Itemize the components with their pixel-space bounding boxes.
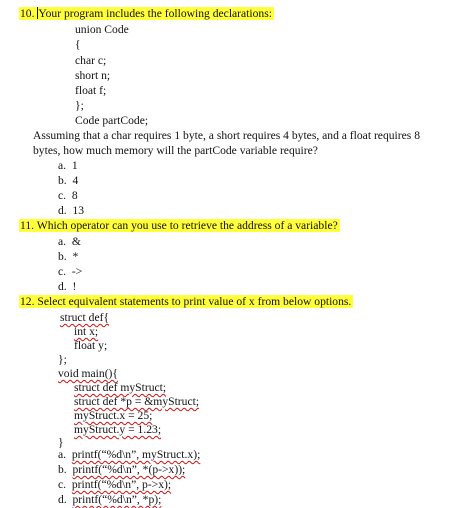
q12-code-line: } [58, 436, 64, 449]
option-text: 1 [71, 159, 78, 172]
option-letter: c. [58, 265, 67, 278]
option-text: & [71, 235, 81, 248]
q10-header [19, 6, 274, 21]
q12-option-b[interactable] [58, 462, 185, 477]
q12-option-d[interactable] [58, 492, 161, 507]
q11-option-d[interactable] [58, 279, 76, 294]
option-text: 8 [71, 189, 78, 202]
option-letter: d. [58, 493, 67, 506]
q12-code-line: struct def *p = &myStruct; [74, 395, 200, 408]
option-text: 4 [72, 174, 79, 187]
q10-code-line: short n; [75, 69, 111, 82]
option-letter: c. [58, 478, 67, 491]
q10-option-a[interactable] [58, 158, 78, 173]
option-text: printf(“%d\n”, p->x); [71, 478, 172, 491]
q10-code-line: union Code [75, 23, 129, 36]
q12-code-line: struct def{ [60, 311, 110, 324]
q11-header: 11. Which operator can you use to retrieve the address of a variable? [20, 219, 338, 232]
q12-option-a[interactable] [58, 447, 200, 462]
q10-option-b[interactable] [58, 173, 78, 188]
q10-code-line: Code partCode; [75, 114, 149, 127]
q12-option-c[interactable] [58, 477, 171, 492]
q12-code-line: void main(){ [58, 367, 118, 380]
option-letter: d. [58, 280, 67, 293]
q10-option-c[interactable] [58, 188, 78, 203]
option-text: -> [71, 265, 83, 278]
q10-code-line: }; [75, 99, 84, 112]
q10-prompt-line: bytes, how much memory will the partCode variable require? [33, 144, 318, 157]
option-letter: b. [58, 250, 67, 263]
q10-question: Your program includes the following declarations: [38, 7, 272, 20]
q12-code-line: struct def myStruct; [74, 381, 167, 394]
q12-code-line: myStruct.x = 25; [74, 409, 153, 422]
option-text: printf(“%d\n”, *(p->x)); [72, 463, 186, 476]
option-letter: b. [58, 463, 67, 476]
option-letter: c. [58, 189, 67, 202]
q12-header: 12. Select equivalent statements to print value of x from below options. [20, 295, 352, 308]
option-text: ! [72, 280, 77, 293]
q10-prompt-line: Assuming that a char requires 1 byte, a short requires 4 bytes, and a float requires 8 [33, 129, 420, 142]
q12-code-line: }; [58, 353, 67, 366]
q10-option-d[interactable] [58, 203, 84, 218]
q10-code-line: { [75, 38, 81, 51]
option-text: printf(“%d\n”, myStruct.x); [71, 448, 201, 461]
option-letter: b. [58, 174, 67, 187]
q11-option-b[interactable] [58, 249, 78, 264]
option-text: * [72, 250, 79, 263]
option-letter: a. [58, 448, 67, 461]
option-text: 13 [72, 204, 85, 217]
option-letter: d. [58, 204, 67, 217]
q12-code-line: float y; [74, 339, 108, 352]
q10-code-line: float f; [75, 84, 107, 97]
q12-code-line: myStruct.y = 1.23; [74, 423, 162, 436]
option-letter: a. [58, 159, 67, 172]
q10-code-line: char c; [75, 54, 107, 67]
q10-number: 10. [20, 7, 35, 20]
q12-code-line: int x; [74, 325, 99, 338]
q11-option-c[interactable] [58, 264, 82, 279]
option-letter: a. [58, 235, 67, 248]
option-text: printf(“%d\n”, *p); [72, 493, 162, 506]
q11-option-a[interactable] [58, 234, 81, 249]
